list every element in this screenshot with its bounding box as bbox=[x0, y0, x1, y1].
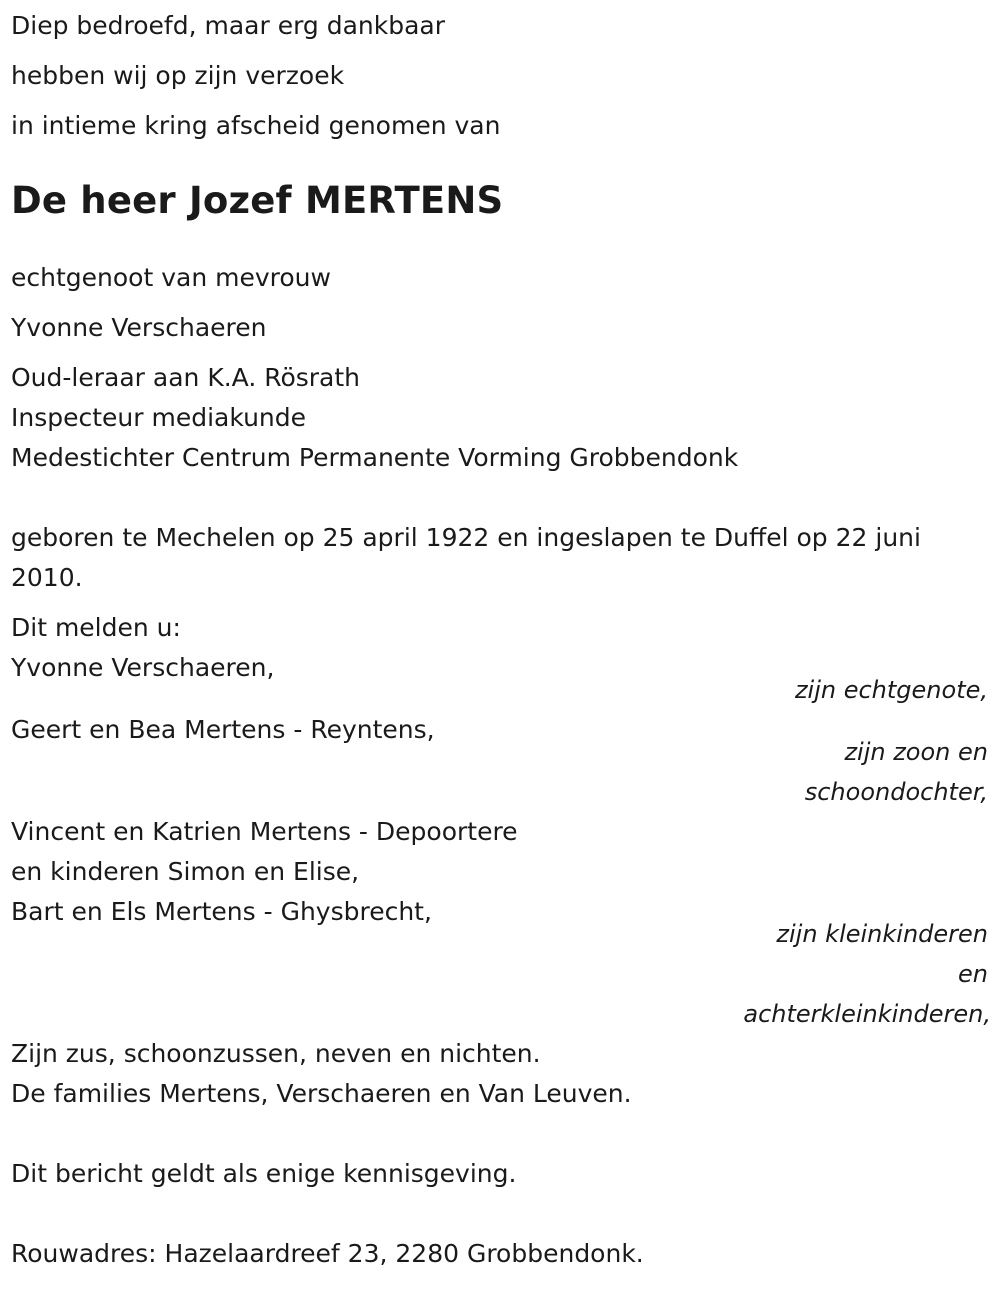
grandchildren-line-1: Vincent en Katrien Mertens - Depoortere bbox=[11, 817, 518, 846]
grandchildren-line-3: Bart en Els Mertens - Ghysbrecht, bbox=[11, 897, 432, 926]
spouse-label: echtgenoot van mevrouw bbox=[11, 263, 331, 292]
announcer-son-role-2: schoondochter, bbox=[804, 778, 988, 806]
intro-line-2: hebben wij op zijn verzoek bbox=[11, 61, 345, 90]
announcer-son-name: Geert en Bea Mertens - Reyntens, bbox=[11, 715, 435, 744]
relatives-line: Zijn zus, schoonzussen, neven en nichten. bbox=[11, 1039, 541, 1068]
career-line-3: Medestichter Centrum Permanente Vorming Grobbendonk bbox=[11, 443, 739, 472]
birth-death-statement: geboren te Mechelen op 25 april 1922 en ingeslapen te Duffel op 22 juni 2010. bbox=[11, 523, 921, 592]
grandchildren-line-2: en kinderen Simon en Elise, bbox=[11, 857, 360, 886]
announcer-son-role-1: zijn zoon en bbox=[844, 738, 988, 766]
grandchildren-role-1: zijn kleinkinderen bbox=[776, 920, 988, 948]
career-line-2: Inspecteur mediakunde bbox=[11, 403, 307, 432]
intro-line-3: in intieme kring afscheid genomen van bbox=[11, 111, 501, 140]
deceased-name: De heer Jozef MERTENS bbox=[11, 179, 504, 222]
grandchildren-role-3: achterkleinkinderen, bbox=[743, 1000, 991, 1028]
mourning-address: Rouwadres: Hazelaardreef 23, 2280 Grobbendonk. bbox=[11, 1239, 644, 1268]
grandchildren-role-2: en bbox=[958, 960, 988, 988]
spouse-name: Yvonne Verschaeren bbox=[11, 313, 267, 342]
obituary-document bbox=[11, 6, 991, 1274]
notice-line: Dit bericht geldt als enige kennisgeving. bbox=[11, 1159, 517, 1188]
announcers-intro: Dit melden u: bbox=[11, 613, 181, 642]
announcer-wife-name: Yvonne Verschaeren, bbox=[11, 653, 275, 682]
families-line: De families Mertens, Verschaeren en Van Leuven. bbox=[11, 1079, 632, 1108]
intro-line-1: Diep bedroefd, maar erg dankbaar bbox=[11, 11, 446, 40]
announcer-wife-role: zijn echtgenote, bbox=[794, 676, 988, 704]
career-line-1: Oud-leraar aan K.A. Rösrath bbox=[11, 363, 361, 392]
